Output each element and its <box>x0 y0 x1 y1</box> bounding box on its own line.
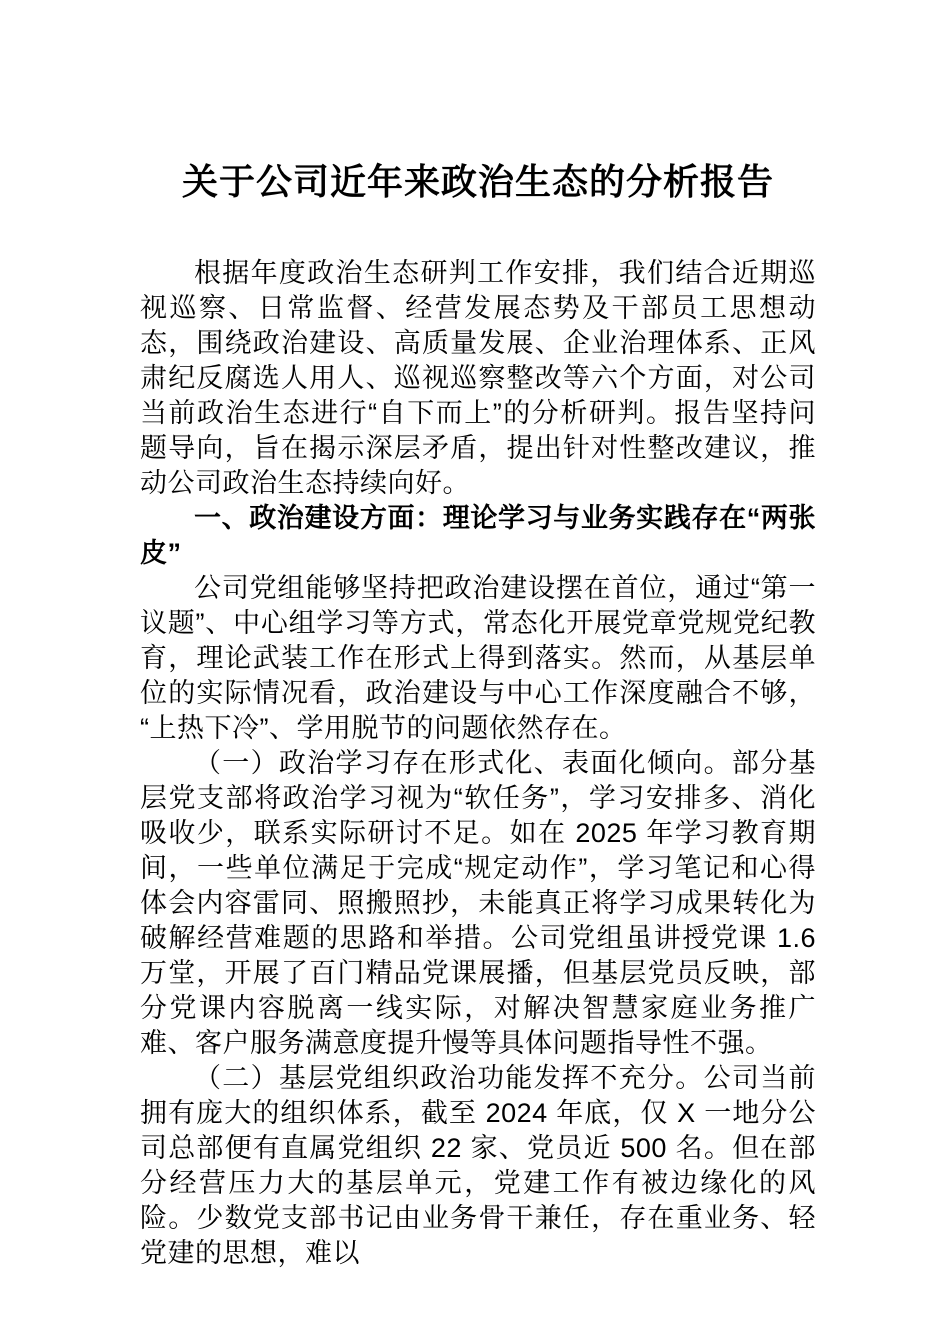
document-title: 关于公司近年来政治生态的分析报告 <box>181 161 774 202</box>
paragraph-intro: 根据年度政治生态研判工作安排，我们结合近期巡视巡察、日常监督、经营发展态势及干部员工思想动态，围绕政治建设、高质量发展、企业治理体系、正风肃纪反腐选人用人、巡视巡察整改等六个方面，对公司当前政治生态进行“自下而上”的分析研判。报告坚持问题导向，旨在揭示深层矛盾，提出针对性整改建议，推动公司政治生态持续向好。 <box>140 258 816 498</box>
paragraph-section-1-overview: 公司党组能够坚持把政治建设摆在首位，通过“第一议题”、中心组学习等方式，常态化开展党章党规党纪教育，理论武装工作在形式上得到落实。然而，从基层单位的实际情况看，政治建设与中心工作深度融合不够，“上热下冷”、学用脱节的问题依然存在。 <box>140 573 816 743</box>
section-heading-1: 一、政治建设方面：理论学习与业务实践存在“两张皮” <box>140 503 816 568</box>
paragraph-point-1: （一）政治学习存在形式化、表面化倾向。部分基层党支部将政治学习视为“软任务”，学习安排多、消化吸收少，联系实际研讨不足。如在 2025 年学习教育期间，一些单位满足于完成“规定动作”，学习笔记和心得体会内容雷同、照搬照抄，未能真正将学习成果转化为破解经营难题的思路和举措。公司党组虽讲授党课 1.6 万堂，开展了百门精品党课展播，但基层党员反映，部分党课内容脱离一线实际，对解决智慧家庭业务推广难、客户服务满意度提升慢等具体问题指导性不强。 <box>140 748 816 1058</box>
paragraph-point-2: （二）基层党组织政治功能发挥不充分。公司当前拥有庞大的组织体系，截至 2024 年底，仅 X 一地分公司总部便有直属党组织 22 家、党员近 500 名。但在部分经营压力大的基层单元，党建工作有被边缘化的风险。少数党支部书记由业务骨干兼任，存在重业务、轻党建的思想，难以 <box>140 1063 816 1268</box>
